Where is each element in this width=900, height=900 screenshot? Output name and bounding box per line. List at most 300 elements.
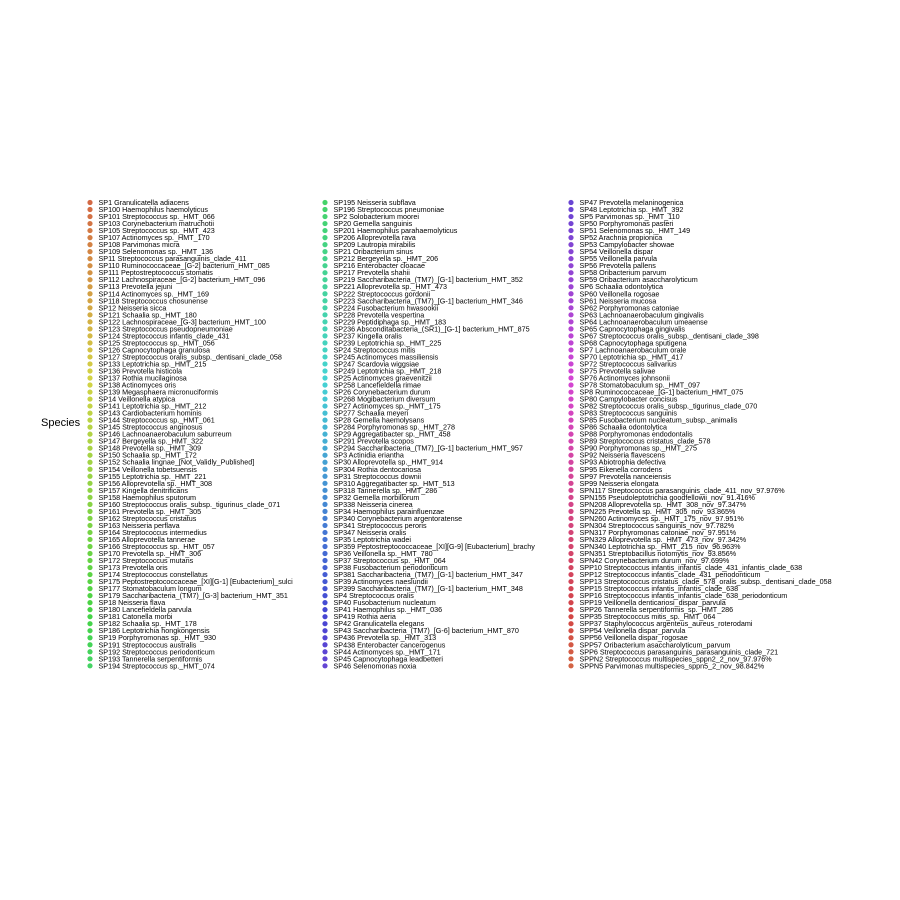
legend-key [322,586,327,591]
legend-key [87,495,92,500]
legend-label: SP85 Fusobacterium nucleatum_subsp._animalis [579,415,738,425]
legend-key [322,621,327,626]
legend-key [87,326,92,331]
legend-key [568,207,573,212]
legend-label: SP4 Streptococcus oralis [333,591,414,601]
legend-key [87,502,92,507]
legend-label: SP191 Streptococcus australis [98,640,197,650]
legend-label: SP310 Aggregatibacter sp._HMT_513 [333,478,455,488]
legend-key [322,396,327,401]
legend-key [87,516,92,521]
legend-label: SP277 Schaalia meyeri [333,408,409,418]
legend-label: SP193 Tannerella serpentiformis [98,654,203,664]
legend-label: SP217 Prevotella shahii [333,268,410,278]
legend-label: SP347 Neisseria oralis [333,527,407,537]
legend-label: SP32 Gemella morbillorum [333,492,420,502]
legend-label: SPN329 Alloprevotella sp._HMT_473_nov_97.342% [579,534,747,544]
legend-label: SP6 Schaalia odontolytica [579,282,664,292]
legend-key [322,411,327,416]
legend-key [568,221,573,226]
legend-key [568,298,573,303]
legend-key [568,242,573,247]
legend-label: SP25 Actinomyces graevenitzii [333,373,432,383]
legend-key [87,284,92,289]
legend-key [322,628,327,633]
legend-label: SP147 Bergeyella sp._HMT_322 [98,436,204,446]
legend-label: SP5 Parvimonas sp._HMT_110 [579,212,680,222]
legend-key [568,403,573,408]
legend-key [322,474,327,479]
legend-label: SP18 Neisseria flava [98,598,166,608]
legend-label: SP40 Fusobacterium nucleatum [333,598,436,608]
legend-key [87,488,92,493]
legend-label: SP109 Selenomonas sp._HMT_136 [98,247,214,257]
legend-label: SP145 Streptococcus anginosus [98,422,203,432]
legend-key [87,242,92,247]
legend-key [322,649,327,654]
legend-label: SP14 Veillonella atypica [98,394,176,404]
legend-label: SP58 Oribacterium parvum [579,268,667,278]
legend-key [87,249,92,254]
legend-key [322,235,327,240]
legend-label: SP138 Actinomyces oris [98,380,177,390]
legend-label: SP68 Capnocytophaga sputigena [579,338,687,348]
legend-key [322,488,327,493]
legend-key [568,530,573,535]
legend-label: SP118 Streptococcus chosunense [98,296,208,306]
legend-label: SP50 Porphyromonas pasteri [579,219,674,229]
legend-label: SPN304 Streptococcus sanguinis_nov_97.782% [579,520,735,530]
legend-label: SP92 Neisseria flavescens [579,450,665,460]
legend-key [322,340,327,345]
legend-label: SPPN5 Parvimonas multispecies_sppn5_2_nov_98.842% [579,661,765,671]
legend-key [568,481,573,486]
legend-label: SP224 Fusobacterium hwasookii [333,303,439,313]
legend-label: SP399 Saccharibacteria_(TM7)_[G-1] bacterium_HMT_348 [333,584,523,594]
legend-label: SP59 Oribacterium asaccharolyticum [579,275,698,285]
legend-key [87,509,92,514]
legend-key [322,572,327,577]
legend-label: SP51 Selenomonas sp._HMT_149 [579,226,691,236]
legend-key [322,389,327,394]
legend-key [568,235,573,240]
legend-key [568,319,573,324]
legend-label: SP162 Streptococcus cristatus [98,513,197,523]
legend-key [322,460,327,465]
legend-key [87,663,92,668]
legend-key [568,446,573,451]
legend-label: SP126 Capnocytophaga granulosa [98,345,210,355]
legend-label: SP12 Neisseria sicca [98,303,167,313]
legend-key [568,270,573,275]
legend-label: SP41 Haemophilus sp._HMT_036 [333,605,443,615]
legend-label: SP359 Peptostreptococcaceae_[XI][G-9] [Eubacterium]_brachy [333,541,535,551]
legend-label: SP136 Prevotella histicola [98,366,183,376]
legend-label: SP170 Prevotella sp._HMT_306 [98,549,202,558]
legend-key [568,340,573,345]
legend-label: SP45 Capnocytophaga leadbetteri [333,654,443,664]
legend-label: SP146 Lachnoanaerobaculum saburreum [98,429,232,439]
legend-label: SP103 Corynebacterium matruchotii [98,219,214,229]
legend-label: SP19 Porphyromonas sp._HMT_930 [98,633,216,643]
legend-label: SP143 Cardiobacterium hominis [98,408,202,418]
legend-label: SP122 Lachnospiraceae_[G-3] bacterium_HMT_100 [98,317,266,327]
legend-key [568,502,573,507]
legend-label: SP192 Streptococcus periodonticum [98,647,215,657]
legend-key [322,663,327,668]
legend-label: SP52 Arachnia propionica [579,233,663,243]
legend-label: SP29 Aggregatibacter sp._HMT_458 [333,429,451,439]
legend-label: SP2 Solobacterium moorei [333,212,419,222]
legend-label: SPP57 Oribacterium asaccharolyticum_parvum [579,640,731,650]
legend-label: SP157 Kingella denitrificans [98,485,188,495]
legend-key [322,593,327,598]
legend-label: SP37 Streptococcus sp._HMT_064 [333,556,446,566]
legend-label: SP174 Streptococcus constellatus [98,570,208,580]
legend-label: SP30 Alloprevotella sp._HMT_914 [333,457,443,467]
legend-key [322,530,327,535]
legend-key [322,523,327,528]
legend-label: SP294 Saccharibacteria_(TM7)_[G-1] bacterium_HMT_957 [333,443,523,453]
legend-label: SP121 Schaalia sp._HMT_180 [98,310,197,320]
legend-label: SP48 Leptotrichia sp._HMT_392 [579,205,684,215]
legend-label: SP152 Schaalia lingnae_[Not_Validly_Published] [98,457,255,467]
legend-key [568,228,573,233]
legend-key [87,382,92,387]
legend-label: SP144 Streptococcus sp._HMT_061 [98,415,215,425]
legend-label: SPN351 Streptobacillus notomytis_nov_93.856% [579,549,737,558]
legend-key [87,425,92,430]
legend-label: SP93 Abiotrophia defectiva [579,457,666,467]
legend-label: SPN225 Prevotella sp._HMT_305_nov_93.865% [579,506,736,516]
legend-key [87,340,92,345]
legend-key [568,488,573,493]
legend-key [568,312,573,317]
legend-label: SPP15 Streptococcus infantis_infantis_clade_638 [579,584,739,594]
legend-key [322,439,327,444]
legend-key [322,509,327,514]
legend-label: SP148 Prevotella sp._HMT_309 [98,443,202,453]
legend-label: SP436 Prevotella sp._HMT_313 [333,633,437,643]
legend-label: SP304 Rothia dentocariosa [333,464,422,474]
legend-key [322,516,327,521]
legend-label: SP221 Alloprevotella sp._HMT_473 [333,282,447,292]
legend-key [568,551,573,556]
legend-label: SP95 Eikenella corrodens [579,464,663,474]
legend-key [87,530,92,535]
legend-label: SP8 Ruminococcaceae_[G-1] bacterium_HMT_075 [579,387,744,397]
legend-label: SP161 Prevotella sp._HMT_305 [98,506,202,516]
legend-label: SP88 Porphyromonas endodontalis [579,429,693,439]
legend-label: SP36 Veillonella sp._HMT_780 [333,549,433,558]
legend-key [568,200,573,205]
legend-label: SP47 Prevotella melaninogenica [579,198,684,207]
legend-key [322,418,327,423]
legend-label: SPN317 Porphyromonas catoniae_nov_97.951% [579,527,737,537]
legend-key [568,305,573,310]
legend-label: SP154 Veillonella tobetsuensis [98,464,197,474]
legend-key [568,277,573,282]
legend-key [568,214,573,219]
legend-key [568,396,573,401]
legend-key [87,474,92,479]
legend-key [322,291,327,296]
legend-key [322,600,327,605]
legend-key [87,537,92,542]
legend-key [87,628,92,633]
legend-key [322,642,327,647]
legend-label: SP284 Porphyromonas sp._HMT_278 [333,422,455,432]
legend-key [568,425,573,430]
legend-label: SPP16 Streptococcus infantis_infantis_clade_638_periodonticum [579,591,788,601]
legend-key [87,467,92,472]
legend-key [568,495,573,500]
legend-key [87,228,92,233]
legend-key [87,298,92,303]
legend-key [322,537,327,542]
legend-key [568,333,573,338]
legend-label: SP60 Veillonella rogosae [579,289,660,299]
legend-key [322,614,327,619]
legend-label: SP101 Streptococcus sp._HMT_066 [98,212,215,222]
legend-key [568,544,573,549]
legend-label: SP158 Haemophilus sputorum [98,492,196,502]
legend-label: SP173 Prevotella oris [98,563,168,573]
legend-label: SP113 Prevotella jejuni [98,282,173,292]
legend-label: SPN208 Alloprevotella sp._HMT_308_nov_97.347% [579,499,747,509]
legend-key [87,263,92,268]
legend-label: SP209 Lautropia mirabilis [333,240,416,250]
legend-key [568,565,573,570]
legend-key [322,579,327,584]
legend-key [87,214,92,219]
legend-key [322,361,327,366]
legend-label: SP249 Leptotrichia sp._HMT_218 [333,366,442,376]
legend-label: SP35 Leptotrichia wadei [333,534,412,544]
legend-key [87,460,92,465]
legend-key [322,221,327,226]
legend-label: SP46 Selenomonas noxia [333,661,417,671]
legend-label: SP237 Kingella oralis [333,331,402,341]
legend-key [87,453,92,458]
legend-key [568,411,573,416]
legend-key [322,207,327,212]
legend-label: SP53 Campylobacter showae [579,240,675,250]
legend-label: SP141 Leptotrichia sp._HMT_212 [98,401,207,411]
legend-key [322,284,327,289]
legend-label: SP222 Streptococcus gordonii [333,289,431,299]
legend-label: SP196 Streptococcus pneumoniae [333,205,445,215]
legend-key [87,354,92,359]
legend-label: SP194 Streptococcus sp._HMT_074 [98,661,215,671]
legend-label: SP229 Peptidiphaga sp._HMT_183 [333,317,447,327]
legend-label: SP89 Streptococcus cristatus_clade_578 [579,436,711,446]
legend-key [87,270,92,275]
legend-key [322,200,327,205]
legend-key [568,291,573,296]
legend-key [568,663,573,668]
legend-label: SP67 Streptococcus oralis_subsp._dentisani_clade_398 [579,331,759,341]
legend-key [322,481,327,486]
legend-key [322,242,327,247]
legend-key [87,312,92,317]
legend-label: SP127 Streptococcus oralis_subsp._dentisani_clade_058 [98,352,282,362]
legend-key [322,446,327,451]
legend-key [568,635,573,640]
legend-key [87,565,92,570]
legend-key [322,347,327,352]
legend-label: SP150 Schaalia sp._HMT_172 [98,450,197,460]
legend-label: SP179 Saccharibacteria_(TM7)_[G-3] bacterium_HMT_351 [98,591,288,601]
legend-key [322,551,327,556]
legend-label: SP86 Schaalia odontolytica [579,422,668,432]
legend-label: SP338 Neisseria cinerea [333,499,413,509]
legend-key [322,375,327,380]
legend-key [87,418,92,423]
legend-label: SP108 Parvimonas micra [98,240,180,250]
legend-label: SP26 Corynebacterium durum [333,387,431,397]
legend-key [322,502,327,507]
legend-key [568,256,573,261]
legend-label: SP175 Peptostreptococcaceae_[XI][G-1] [Eubacterium]_sulci [98,577,293,587]
legend-label: SP177 Stomatobaculum longum [98,584,202,594]
legend-key [87,586,92,591]
legend-label: SP39 Actinomyces naeslundii [333,577,428,587]
legend-key [322,263,327,268]
legend-label: SP164 Streptococcus intermedius [98,527,207,537]
legend-key [322,544,327,549]
legend-label: SP340 Corynebacterium argentoratense [333,513,463,523]
legend-key [568,516,573,521]
legend-key [322,277,327,282]
legend-key [568,460,573,465]
legend-label: SP165 Alloprevotella tannerae [98,534,196,544]
legend-label: SP166 Streptococcus sp._HMT_057 [98,541,215,551]
legend-label: SPP26 Tannerella serpentiformis_sp._HMT_286 [579,605,734,615]
legend-key [568,432,573,437]
legend-label: SP82 Streptococcus oralis_subsp._tigurinus_clade_070 [579,401,758,411]
legend-label: SP34 Haemophilus parainfluenzae [333,506,445,516]
legend-key [87,642,92,647]
legend-key [568,389,573,394]
legend-key [322,312,327,317]
legend-key [322,382,327,387]
legend-key [322,635,327,640]
legend-label: SP137 Rothia mucilaginosa [98,373,187,383]
legend-label: SP64 Lachnoanaerobaculum umeaense [579,317,708,327]
legend-label: SP239 Leptotrichia sp._HMT_225 [333,338,442,348]
legend-label: SP125 Streptococcus sp._HMT_056 [98,338,215,348]
legend-key [568,586,573,591]
legend-key [87,291,92,296]
legend-key [322,368,327,373]
legend-label: SP11 Streptococcus parasanguinis_clade_411 [98,254,247,264]
legend-key [322,354,327,359]
legend-key [87,572,92,577]
legend-label: SP78 Stomatobaculum sp._HMT_097 [579,380,701,390]
legend-title: Species [41,417,81,429]
legend-label: SP201 Haemophilus parahaemolyticus [333,226,458,236]
legend-label: SP72 Streptococcus salivarius [579,359,677,369]
legend-label: SP114 Actinomyces sp._HMT_169 [98,289,210,299]
legend-key [322,656,327,661]
legend-label: SPP13 Streptococcus cristatus_clade_578_oralis_subsp._dentisani_clade_058 [579,577,832,587]
legend-key [568,439,573,444]
legend-label: SPP54 Veillonella dispar_parvula [579,626,686,636]
legend-label: SP90 Porphyromonas sp._HMT_275 [579,443,697,453]
legend-label: SP206 Alloprevotella rava [333,233,416,243]
legend-label: SP112 Lachnospiraceae_[G-2] bacterium_HMT_096 [98,275,266,285]
legend-key [87,558,92,563]
legend-label: SP247 Scardovia wiggsiae [333,359,420,369]
legend-label: SP7 Lachnoanaerobaculum orale [579,345,687,355]
legend-key [568,607,573,612]
legend-key [568,467,573,472]
legend-key [322,403,327,408]
legend-key [322,305,327,310]
legend-key [322,565,327,570]
legend-key [568,284,573,289]
legend-key [87,411,92,416]
legend-label: SP55 Veillonella parvula [579,254,658,264]
legend-label: SP105 Streptococcus sp._HMT_423 [98,226,215,236]
legend-label: SP182 Schaalia sp._HMT_178 [98,619,197,629]
legend-label: SP181 Catonella morbi [98,612,173,622]
legend-key [87,600,92,605]
legend-label: SPN42 Corynebacterium durum_nov_97.699% [579,556,730,566]
legend-key [322,333,327,338]
legend-key [87,523,92,528]
legend-label: SP160 Streptococcus oralis_subsp._tigurinus_clade_071 [98,499,281,509]
legend-key [87,256,92,261]
legend-key [87,649,92,654]
legend-key [568,642,573,647]
legend-label: SP65 Capnocytophaga gingivalis [579,324,685,334]
legend-key [322,319,327,324]
legend-key [87,446,92,451]
legend-label: SP216 Enterobacter cloacae [333,261,426,271]
legend-key [568,579,573,584]
legend-label: SP80 Campylobacter concisus [579,394,678,404]
legend-label: SP75 Prevotella salivae [579,366,656,376]
legend-label: SP245 Actinomyces massiliensis [333,352,439,362]
legend-key [568,537,573,542]
legend-label: SPP37 Staphylococcus argenteus_aureus_roterodami [579,619,753,629]
legend-key [568,375,573,380]
legend-key [568,249,573,254]
legend-label: SP38 Fusobacterium periodonticum [333,563,448,573]
legend-key [568,572,573,577]
legend-label: SP258 Lancefieldella rimae [333,380,422,390]
legend-label: SP291 Prevotella scopos [333,436,414,446]
legend-label: SP186 Leptotrichia hongkongensis [98,626,210,636]
legend-key [568,382,573,387]
legend-key [568,614,573,619]
legend-key [87,403,92,408]
legend-label: SP268 Mogibacterium diversum [333,394,436,404]
legend-label: SP223 Saccharibacteria_(TM7)_[G-1] bacterium_HMT_346 [333,296,523,306]
legend-label: SP110 Ruminococcaceae_[G-2] bacterium_HMT_085 [98,261,270,271]
legend-key [322,326,327,331]
legend-key [87,621,92,626]
legend-label: SPP19 Veillonella denticariosi_dispar_parvula [579,598,726,608]
legend-key [87,432,92,437]
legend-label: SP42 Granulicatella elegans [333,619,425,629]
legend-label: SP70 Leptotrichia sp._HMT_417 [579,352,684,362]
legend-label: SPP12 Streptococcus infantis_clade_431_periodonticum [579,570,761,580]
legend-label: SP20 Gemella sanguinis [333,219,413,229]
legend-label: SP21 Oribacterium sinus [333,247,413,257]
